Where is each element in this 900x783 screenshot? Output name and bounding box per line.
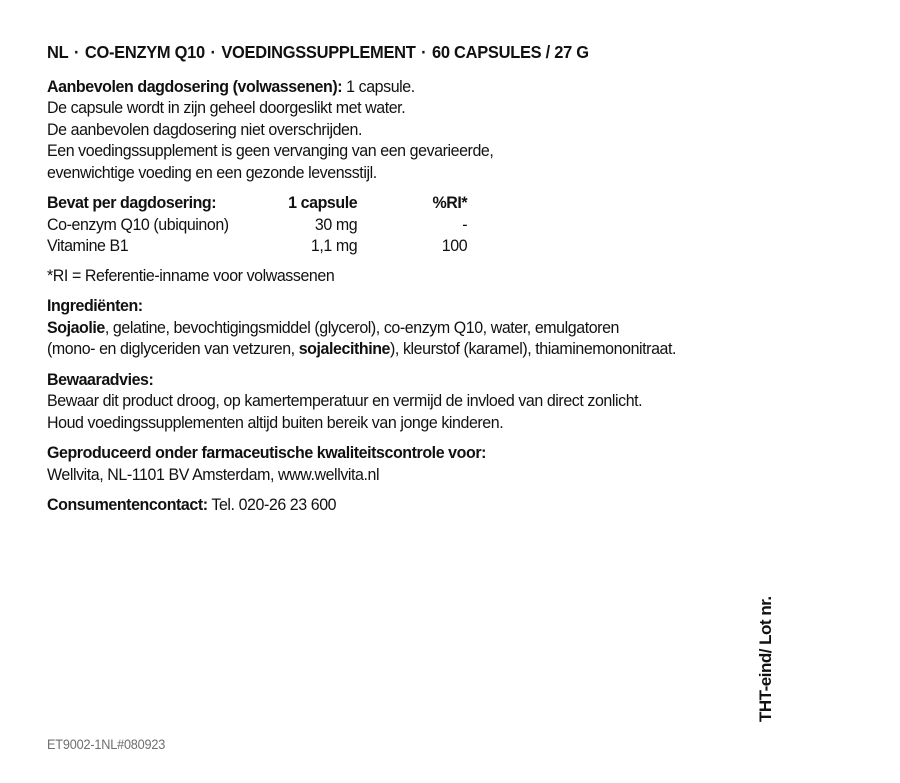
storage-text-line: Houd voedingssupplementen altijd buiten bereik van jonge kinderen.: [47, 412, 504, 432]
ingredients-line-1: [47, 317, 724, 339]
contact-phone: Tel. 020-26 23 600: [207, 495, 337, 514]
nutrient-name: Co-enzym Q10 (ubiquinon): [47, 214, 229, 234]
contact-line: [47, 494, 724, 516]
separator-2: ·: [210, 42, 216, 62]
producer-address: Wellvita, NL-1101 BV Amsterdam, www.wellvita.nl: [47, 464, 380, 484]
storage-section: [47, 369, 724, 434]
nutrition-header-ri: %RI*: [432, 193, 468, 212]
ri-footnote: [47, 265, 724, 287]
storage-title: Bewaaradvies:: [47, 369, 154, 389]
nutrient-amount: 30 mg: [314, 214, 358, 234]
allergen-soy-oil: Sojaolie: [47, 317, 105, 337]
lot-number-label: THT-eind/ Lot nr.: [756, 596, 775, 722]
dosage-text-line: De aanbevolen dagdosering niet overschrijden.: [47, 119, 363, 139]
dosage-section: [47, 76, 724, 184]
ingredients-text: ), kleurstof (karamel), thiaminemononitraat.: [390, 339, 677, 358]
dosage-text-line: De capsule wordt in zijn geheel doorgeslikt met water.: [47, 98, 406, 117]
producer-section: [47, 442, 724, 485]
nutrition-header-row: [47, 192, 467, 214]
dosage-text-line: Een voedingssupplement is geen vervanging van een gevarieerde,: [47, 141, 494, 160]
nutrition-header-amount: 1 capsule: [288, 193, 358, 212]
contact-label: Consumentencontact:: [47, 495, 208, 514]
ri-footnote-text: *RI = Referentie-inname voor volwassenen: [47, 265, 335, 285]
dosage-value: 1 capsule.: [342, 76, 415, 96]
ingredients-line-2: [47, 338, 724, 360]
product-name: CO-ENZYM Q10: [84, 42, 205, 62]
ingredients-title: Ingrediënten:: [47, 296, 143, 315]
table-row: [47, 214, 467, 236]
dosage-text-line: evenwichtige voeding en een gezonde levensstijl.: [47, 162, 377, 182]
dosage-label: Aanbevolen dagdosering (volwassenen):: [47, 76, 343, 96]
storage-text-line: Bewaar dit product droog, op kamertemperatuur en vermijd de invloed van direct zonlicht.: [47, 391, 643, 410]
nutrient-name: Vitamine B1: [47, 236, 129, 255]
nutrition-table: [47, 192, 467, 257]
label-code: ET9002-1NL#080923: [47, 737, 166, 752]
ingredients-text: , gelatine, bevochtigingsmiddel (glycerol), co-enzym Q10, water, emulgatoren: [104, 317, 620, 337]
language-code: NL: [47, 42, 69, 62]
contact-section: [47, 494, 724, 516]
allergen-soy-lecithin: sojalecithine: [298, 339, 391, 358]
separator-3: ·: [421, 42, 427, 62]
label-header: [47, 42, 724, 64]
product-quantity: 60 CAPSULES / 27 G: [432, 42, 589, 62]
nutrient-amount: 1,1 mg: [310, 236, 358, 255]
separator-1: ·: [74, 42, 80, 62]
ingredients-section: [47, 295, 724, 360]
producer-title: Geproduceerd onder farmaceutische kwaliteitscontrole voor:: [47, 443, 487, 462]
ingredients-text: (mono- en diglyceriden van vetzuren,: [47, 339, 299, 358]
product-category: VOEDINGSSUPPLEMENT: [221, 42, 416, 62]
nutrient-ri: -: [462, 214, 468, 234]
product-label: [47, 42, 724, 525]
table-row: [47, 235, 467, 257]
dosage-line: [47, 76, 724, 98]
nutrient-ri: 100: [441, 236, 468, 255]
nutrition-header-name: Bevat per dagdosering:: [47, 193, 217, 212]
